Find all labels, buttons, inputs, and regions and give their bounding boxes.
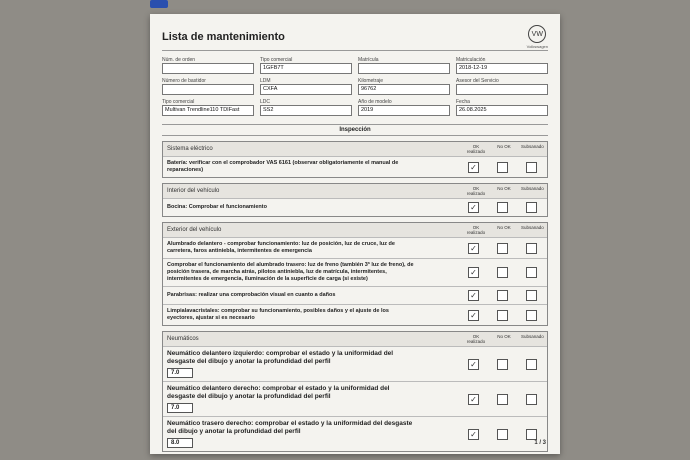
block-header	[163, 184, 547, 198]
meta-label: LDM	[260, 78, 271, 84]
meta-value: Multivan Trendline110 TDIFast	[162, 105, 254, 116]
column-headers	[465, 186, 543, 196]
page-number: 1 / 3	[534, 440, 546, 446]
checkbox[interactable]: ✓	[468, 267, 479, 278]
column-header: OK realizado	[466, 225, 486, 235]
tyre-item	[163, 416, 547, 451]
column-header: OK realizado	[466, 144, 486, 154]
meta-field	[162, 57, 254, 74]
tyre-description: Neumático delantero derecho: comprobar el estado y la uniformidad del desgaste del dibujo y anotar la profundidad del perfil 7.0	[167, 385, 390, 411]
sheet-title: Lista de mantenimiento	[162, 31, 285, 43]
column-header: No OK	[497, 186, 511, 191]
inspection-item	[163, 156, 547, 177]
check-boxes	[462, 267, 543, 278]
check-boxes	[462, 290, 543, 301]
column-header: No OK	[497, 334, 511, 339]
block-header	[163, 332, 547, 346]
meta-label: Tipo comercial	[260, 57, 293, 63]
checkbox[interactable]	[497, 267, 508, 278]
block-name: Sistema eléctrico	[167, 146, 213, 152]
meta-label: Tipo comercial	[162, 99, 195, 105]
column-header: OK realizado	[466, 334, 486, 344]
check-boxes	[462, 429, 543, 440]
column-headers	[465, 225, 543, 235]
check-boxes	[462, 202, 543, 213]
checkbox[interactable]	[526, 359, 537, 370]
checkbox[interactable]: ✓	[468, 162, 479, 173]
meta-label: Asesor del Servicio	[456, 78, 499, 84]
checkbox[interactable]	[497, 429, 508, 440]
meta-value: SS2	[260, 105, 352, 116]
item-description: Comprobar el funcionamiento del alumbrado trasero: luz de freno (también 3ª luz de freno), de posición trasera, de marcha atrás, pilotos antiniebla, luz de matrícula, intermitentes, intermitentes de emergencia, iluminación de la superficie de carga (si existe)	[167, 262, 414, 282]
checkbox[interactable]: ✓	[468, 290, 479, 301]
meta-field	[260, 99, 352, 116]
vehicle-meta	[162, 57, 548, 116]
column-headers	[465, 144, 543, 154]
inspection-item	[163, 258, 547, 286]
checkbox[interactable]	[497, 359, 508, 370]
column-header: Subsanado	[521, 186, 544, 191]
inspection-item	[163, 237, 547, 258]
item-description: Parabrisas: realizar una comprobación visual en cuanto a daños	[167, 292, 336, 298]
meta-field	[358, 99, 450, 116]
block-header	[163, 142, 547, 156]
block-name: Exterior del vehículo	[167, 227, 222, 233]
meta-field	[162, 99, 254, 116]
item-description: Alumbrado delantero - comprobar funcionamiento: luz de posición, luz de cruce, luz de carretera, faros antiniebla, intermitentes de emergencia	[167, 241, 395, 254]
checkbox[interactable]	[526, 394, 537, 405]
check-boxes	[462, 162, 543, 173]
checkbox[interactable]	[497, 394, 508, 405]
column-header: Subsanado	[521, 225, 544, 230]
checkbox[interactable]	[497, 310, 508, 321]
tyre-description: Neumático trasero derecho: comprobar el estado y la uniformidad del desgaste del dibujo y anotar la profundidad del perfil 8.0	[167, 420, 413, 446]
tyre-section	[162, 331, 548, 452]
meta-field	[456, 78, 548, 95]
checkbox[interactable]: ✓	[468, 202, 479, 213]
meta-value: 2018-12-19	[456, 63, 548, 74]
checkbox[interactable]	[497, 290, 508, 301]
meta-label: Fecha	[456, 99, 470, 105]
tyre-description: Neumático delantero izquierdo: comprobar el estado y la uniformidad del desgaste del dibujo y anotar la profundidad del perfil 7.0	[167, 350, 394, 376]
brand-logo-caption: Volkswagen	[526, 44, 548, 49]
meta-value: 2019	[358, 105, 450, 116]
meta-field	[260, 57, 352, 74]
meta-field	[358, 78, 450, 95]
item-description: Batería: verificar con el comprobador VAS 6161 (observar obligatoriamente el manual de reparaciones)	[167, 160, 399, 173]
check-boxes	[462, 359, 543, 370]
meta-value: 96762	[358, 84, 450, 95]
checkbox[interactable]	[526, 162, 537, 173]
column-header: OK realizado	[466, 186, 486, 196]
meta-label: Matriculación	[456, 57, 486, 63]
tyre-item	[163, 381, 547, 416]
column-headers	[465, 334, 543, 344]
check-boxes	[462, 310, 543, 321]
checkbox[interactable]: ✓	[468, 243, 479, 254]
meta-field	[456, 99, 548, 116]
inspection-blocks	[162, 141, 548, 326]
meta-value	[358, 63, 450, 74]
meta-value: 26.08.2025	[456, 105, 548, 116]
tyre-block	[162, 331, 548, 452]
block-header	[163, 223, 547, 237]
meta-field	[358, 57, 450, 74]
meta-value: 1GFB7T	[260, 63, 352, 74]
maintenance-sheet	[150, 14, 560, 454]
inspection-block	[162, 141, 548, 178]
block-name: Interior del vehículo	[167, 188, 220, 194]
column-header: No OK	[497, 225, 511, 230]
checkbox[interactable]	[526, 202, 537, 213]
column-header: Subsanado	[521, 334, 544, 339]
tyre-item	[163, 346, 547, 381]
checkbox[interactable]	[497, 243, 508, 254]
meta-field	[162, 78, 254, 95]
checkbox[interactable]: ✓	[468, 359, 479, 370]
checkbox[interactable]	[526, 267, 537, 278]
checkbox[interactable]: ✓	[468, 310, 479, 321]
meta-label: LDC	[260, 99, 271, 105]
tread-depth-value[interactable]: 7.0	[167, 403, 193, 413]
checkbox[interactable]	[497, 202, 508, 213]
column-header: Subsanado	[521, 144, 544, 149]
meta-value: CXFA	[260, 84, 352, 95]
checkbox[interactable]	[526, 429, 537, 440]
meta-value	[162, 84, 254, 95]
sheet-header	[162, 24, 548, 51]
pen	[150, 0, 168, 8]
section-title: Inspección	[162, 124, 548, 136]
meta-field	[456, 57, 548, 74]
meta-label: Kilometraje	[358, 78, 384, 84]
meta-value	[162, 63, 254, 74]
tread-depth-value[interactable]: 7.0	[167, 368, 193, 378]
checkbox[interactable]	[497, 162, 508, 173]
meta-label: Matrícula	[358, 57, 379, 63]
meta-label: Número de bastidor	[162, 78, 206, 84]
item-description: Bocina: Comprobar el funcionamiento	[167, 204, 267, 210]
checkbox[interactable]: ✓	[468, 429, 479, 440]
check-boxes	[462, 394, 543, 405]
inspection-item	[163, 198, 547, 216]
block-name: Neumáticos	[167, 336, 199, 342]
meta-value	[456, 84, 548, 95]
checkbox[interactable]	[526, 243, 537, 254]
meta-label: Año de modelo	[358, 99, 392, 105]
inspection-block	[162, 222, 548, 326]
checkbox[interactable]	[526, 310, 537, 321]
item-description: Limpialavacristales: comprobar su funcionamiento, posibles daños y el ajuste de los eyectores, ajustar si es necesario	[167, 308, 389, 321]
meta-field	[260, 78, 352, 95]
check-boxes	[462, 243, 543, 254]
vw-logo-icon: VW	[528, 25, 546, 43]
checkbox[interactable]: ✓	[468, 394, 479, 405]
inspection-item	[163, 304, 547, 325]
column-header: No OK	[497, 144, 511, 149]
inspection-block	[162, 183, 548, 217]
meta-label: Núm. de orden	[162, 57, 196, 63]
checkbox[interactable]	[526, 290, 537, 301]
inspection-item	[163, 286, 547, 304]
tread-depth-value[interactable]: 8.0	[167, 438, 193, 448]
brand-logo-wrap	[527, 25, 548, 49]
